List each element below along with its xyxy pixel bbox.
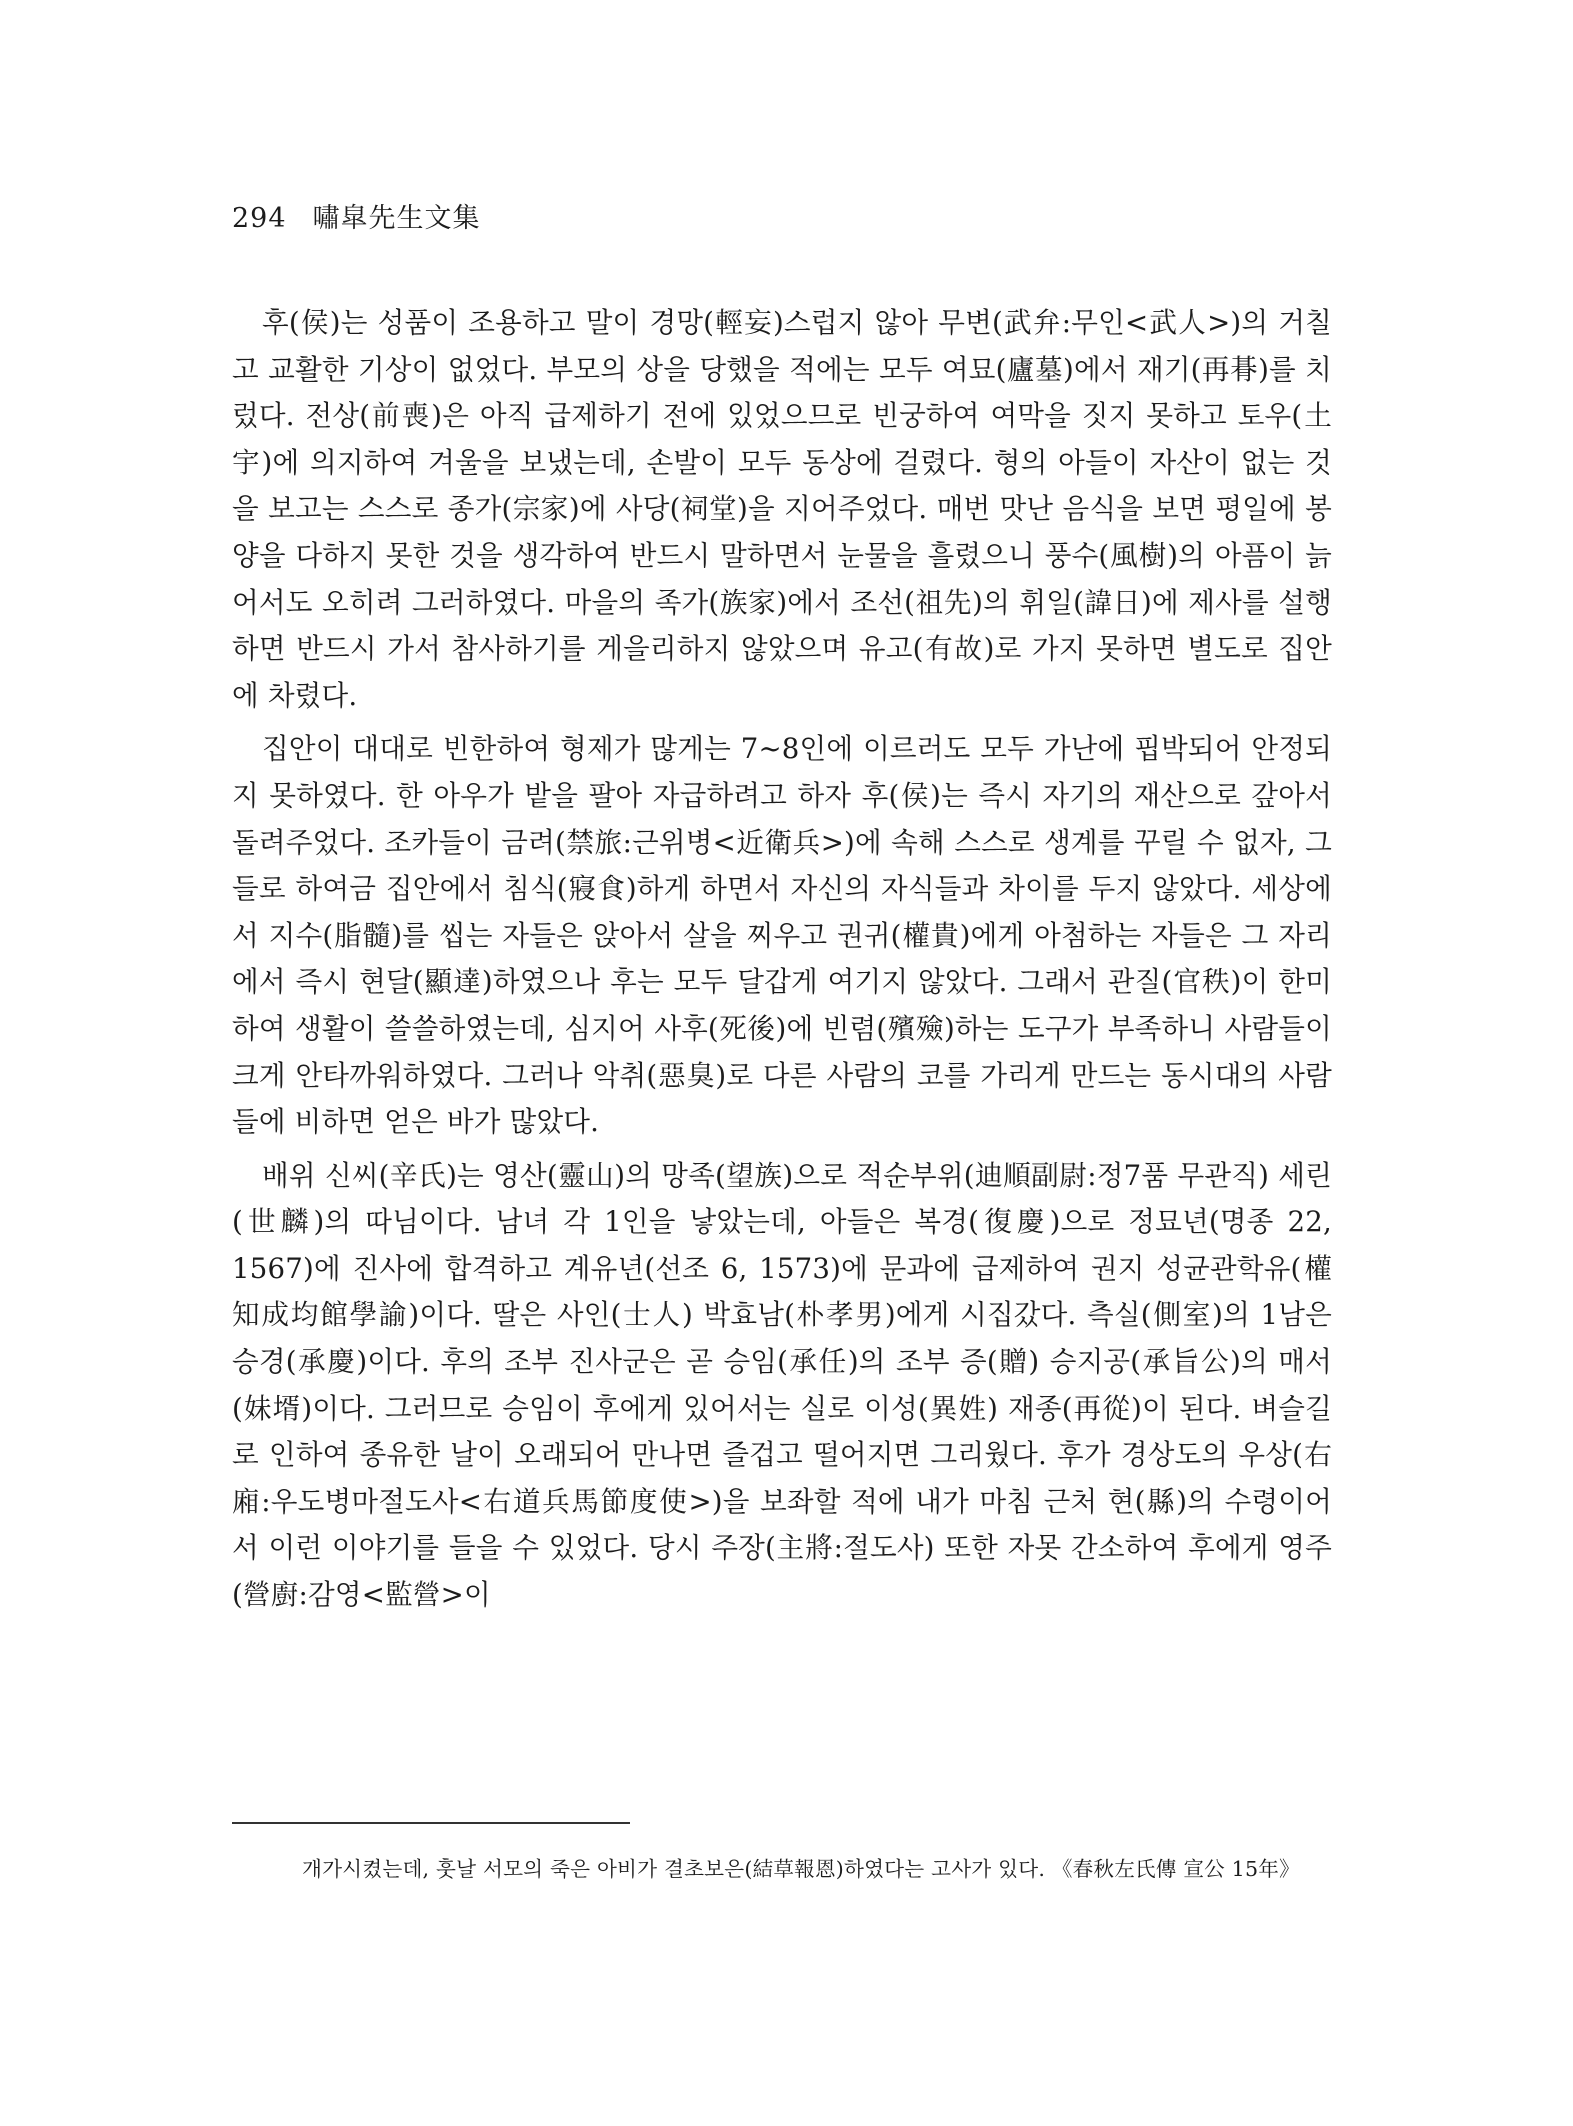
page-number: 294 xyxy=(232,203,287,234)
footnote: 개가시켰는데, 훗날 서모의 죽은 아비가 결초보은(結草報恩)하였다는 고사가 있다. 《春秋左氏傳 宣公 15年》 xyxy=(302,1857,1300,1881)
footnote-divider xyxy=(232,1822,630,1824)
main-text xyxy=(232,300,1332,1626)
book-title: 嘯皐先生文集 xyxy=(312,203,481,234)
paragraph: 집안이 대대로 빈한하여 형제가 많게는 7~8인에 이르러도 모두 가난에 핍박되어 안정되지 못하였다. 한 아우가 밭을 팔아 자급하려고 하자 후(侯)는 즉시 자기의 재산으로 갚아서 돌려주었다. 조카들이 금려(禁旅:근위병<近衛兵>)에 속해 스스로 생계를 꾸릴 수 없자, 그들로 하여금 집안에서 침식(寢食)하게 하면서 자신의 자식들과 차이를 두지 않았다. 세상에서 지수(脂髓)를 씹는 자들은 앉아서 살을 찌우고 권귀(權貴)에게 아첨하는 자들은 그 자리에서 즉시 현달(顯達)하였으나 후는 모두 달갑게 여기지 않았다. 그래서 관질(官秩)이 한미하여 생활이 쓸쓸하였는데, 심지어 사후(死後)에 빈렴(殯殮)하는 도구가 부족하니 사람들이 크게 안타까워하였다. 그러나 악취(惡臭)로 다른 사람의 코를 가리게 만드는 동시대의 사람들에 비하면 얻은 바가 많았다. xyxy=(232,732,1332,1139)
running-header xyxy=(232,196,481,235)
paragraph: 배위 신씨(辛氏)는 영산(靈山)의 망족(望族)으로 적순부위(迪順副尉:정7품 무관직) 세린(世麟)의 따님이다. 남녀 각 1인을 낳았는데, 아들은 복경(復慶)으로 정묘년(명종 22, 1567)에 진사에 합격하고 계유년(선조 6, 1573)에 문과에 급제하여 권지 성균관학유(權知成均館學諭)이다. 딸은 사인(士人) 박효남(朴孝男)에게 시집갔다. 측실(側室)의 1남은 승경(承慶)이다. 후의 조부 진사군은 곧 승임(承任)의 조부 증(贈) 승지공(承旨公)의 매서(妹壻)이다. 그러므로 승임이 후에게 있어서는 실로 이성(異姓) 재종(再從)이 된다. 벼슬길로 인하여 종유한 날이 오래되어 만나면 즐겁고 떨어지면 그리웠다. 후가 경상도의 우상(右廂:우도병마절도사<右道兵馬節度使>)을 보좌할 적에 내가 마침 근처 현(縣)의 수령이어서 이런 이야기를 들을 수 있었다. 당시 주장(主將:절도사) 또한 자못 간소하여 후에게 영주(營廚:감영<監營>이 xyxy=(232,1158,1332,1612)
paragraph: 후(侯)는 성품이 조용하고 말이 경망(輕妄)스럽지 않아 무변(武弁:무인<武人>)의 거칠고 교활한 기상이 없었다. 부모의 상을 당했을 적에는 모두 여묘(廬墓)에서 재기(再朞)를 치렀다. 전상(前喪)은 아직 급제하기 전에 있었으므로 빈궁하여 여막을 짓지 못하고 토우(土宇)에 의지하여 겨울을 보냈는데, 손발이 모두 동상에 걸렸다. 형의 아들이 자산이 없는 것을 보고는 스스로 종가(宗家)에 사당(祠堂)을 지어주었다. 매번 맛난 음식을 보면 평일에 봉양을 다하지 못한 것을 생각하여 반드시 말하면서 눈물을 흘렸으니 풍수(風樹)의 아픔이 늙어서도 오히려 그러하였다. 마을의 족가(族家)에서 조선(祖先)의 휘일(諱日)에 제사를 설행하면 반드시 가서 참사하기를 게을리하지 않았으며 유고(有故)로 가지 못하면 별도로 집안에 차렸다. xyxy=(232,306,1332,712)
